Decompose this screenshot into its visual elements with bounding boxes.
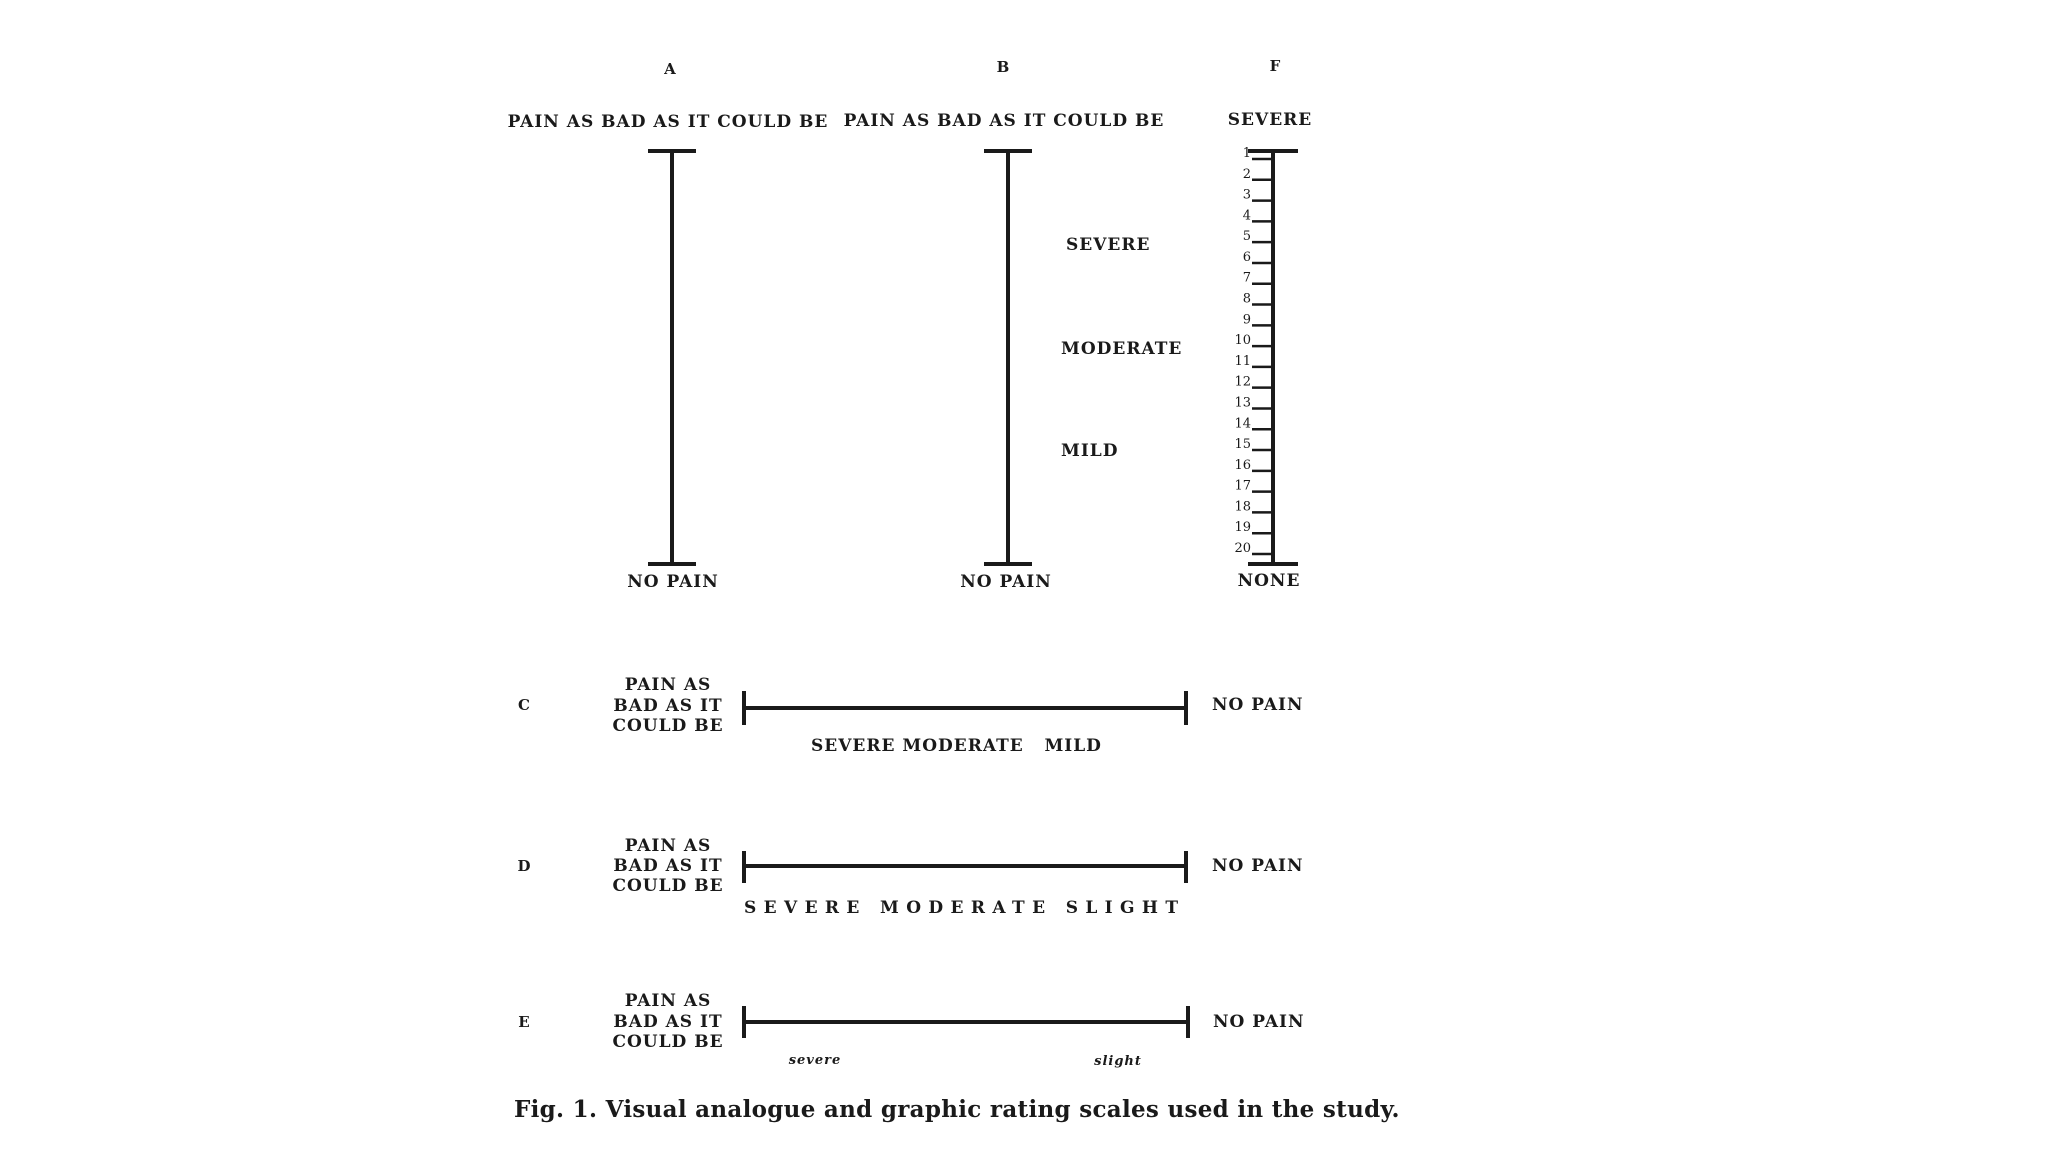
figure-caption: Fig. 1. Visual analogue and graphic rating scales used in the study. <box>514 1096 1400 1123</box>
scale-f-tick-label: 19 <box>1234 520 1251 536</box>
scale-f-tick-label: 13 <box>1234 395 1251 411</box>
scale-f-tick-label: 3 <box>1242 187 1251 203</box>
scale-a-letter: A <box>664 60 676 78</box>
scale-b-letter: B <box>996 58 1010 76</box>
scale-d-letter: D <box>517 857 531 875</box>
scale-e <box>518 991 1304 1069</box>
scale-f-tick-label: 10 <box>1234 333 1251 349</box>
scale-b-bottom-label: NO PAIN <box>960 572 1052 592</box>
scale-d-descriptors: SEVERE MODERATE SLIGHT <box>744 898 1186 918</box>
scale-f-tick-label: 1 <box>1242 146 1251 161</box>
scale-b-descriptor-moderate: MODERATE <box>1061 339 1183 359</box>
scale-a <box>508 60 829 592</box>
scale-f-tick-label: 11 <box>1234 353 1251 369</box>
scale-f-tick-label: 8 <box>1242 291 1251 307</box>
scale-f-tick-label: 4 <box>1242 208 1251 224</box>
scale-b <box>844 58 1183 592</box>
scale-d-left-label-line1: PAIN AS <box>624 836 712 856</box>
scale-f-ticks <box>1234 146 1273 556</box>
scale-e-left-label-line2: BAD AS IT <box>613 1012 723 1032</box>
scale-a-top-label: PAIN AS BAD AS IT COULD BE <box>507 112 829 132</box>
scale-c-letter: C <box>518 696 530 714</box>
scale-f-tick-label: 17 <box>1234 478 1251 494</box>
scale-c <box>518 675 1303 756</box>
scale-d <box>517 836 1303 918</box>
scale-b-descriptor-severe: SEVERE <box>1066 235 1151 255</box>
scale-f-tick-label: 18 <box>1234 499 1251 515</box>
scale-f-bottom-label: NONE <box>1237 571 1301 591</box>
scale-e-descriptor-severe: severe <box>788 1053 842 1068</box>
scale-b-descriptor-mild: MILD <box>1061 441 1119 461</box>
scale-f <box>1228 57 1312 591</box>
scale-c-left-label-line2: BAD AS IT <box>613 696 723 716</box>
scale-c-descriptors: SEVERE MODERATE MILD <box>811 736 1102 756</box>
scale-f-tick-label: 16 <box>1234 457 1251 473</box>
scale-c-right-label: NO PAIN <box>1212 695 1304 715</box>
scale-f-tick-label: 2 <box>1242 166 1251 182</box>
scale-f-tick-label: 5 <box>1242 229 1251 245</box>
scale-e-right-label: NO PAIN <box>1213 1012 1305 1032</box>
scale-f-tick-label: 7 <box>1242 270 1251 286</box>
scale-e-left-label-line1: PAIN AS <box>624 991 712 1011</box>
scale-f-top-label: SEVERE <box>1227 110 1313 130</box>
scale-f-letter: F <box>1269 57 1281 75</box>
scale-d-left-label-line2: BAD AS IT <box>613 856 723 876</box>
scale-e-left-label-line3: COULD BE <box>612 1032 724 1052</box>
scale-f-tick-label: 12 <box>1234 374 1251 390</box>
scale-f-tick-label: 14 <box>1234 416 1251 432</box>
scale-c-left-label-line1: PAIN AS <box>624 675 712 695</box>
scale-a-bottom-label: NO PAIN <box>627 572 719 592</box>
scale-f-tick-label: 9 <box>1242 312 1251 328</box>
scale-e-descriptor-slight: slight <box>1094 1054 1142 1069</box>
scale-b-top-label: PAIN AS BAD AS IT COULD BE <box>843 111 1165 131</box>
scale-d-right-label: NO PAIN <box>1212 856 1304 876</box>
scale-e-letter: E <box>518 1013 530 1031</box>
scale-d-left-label-line3: COULD BE <box>612 876 724 896</box>
scale-c-left-label-line3: COULD BE <box>612 716 724 736</box>
scale-f-tick-label: 20 <box>1234 541 1251 556</box>
scale-f-tick-label: 15 <box>1234 437 1251 453</box>
scale-f-tick-label: 6 <box>1242 249 1251 265</box>
